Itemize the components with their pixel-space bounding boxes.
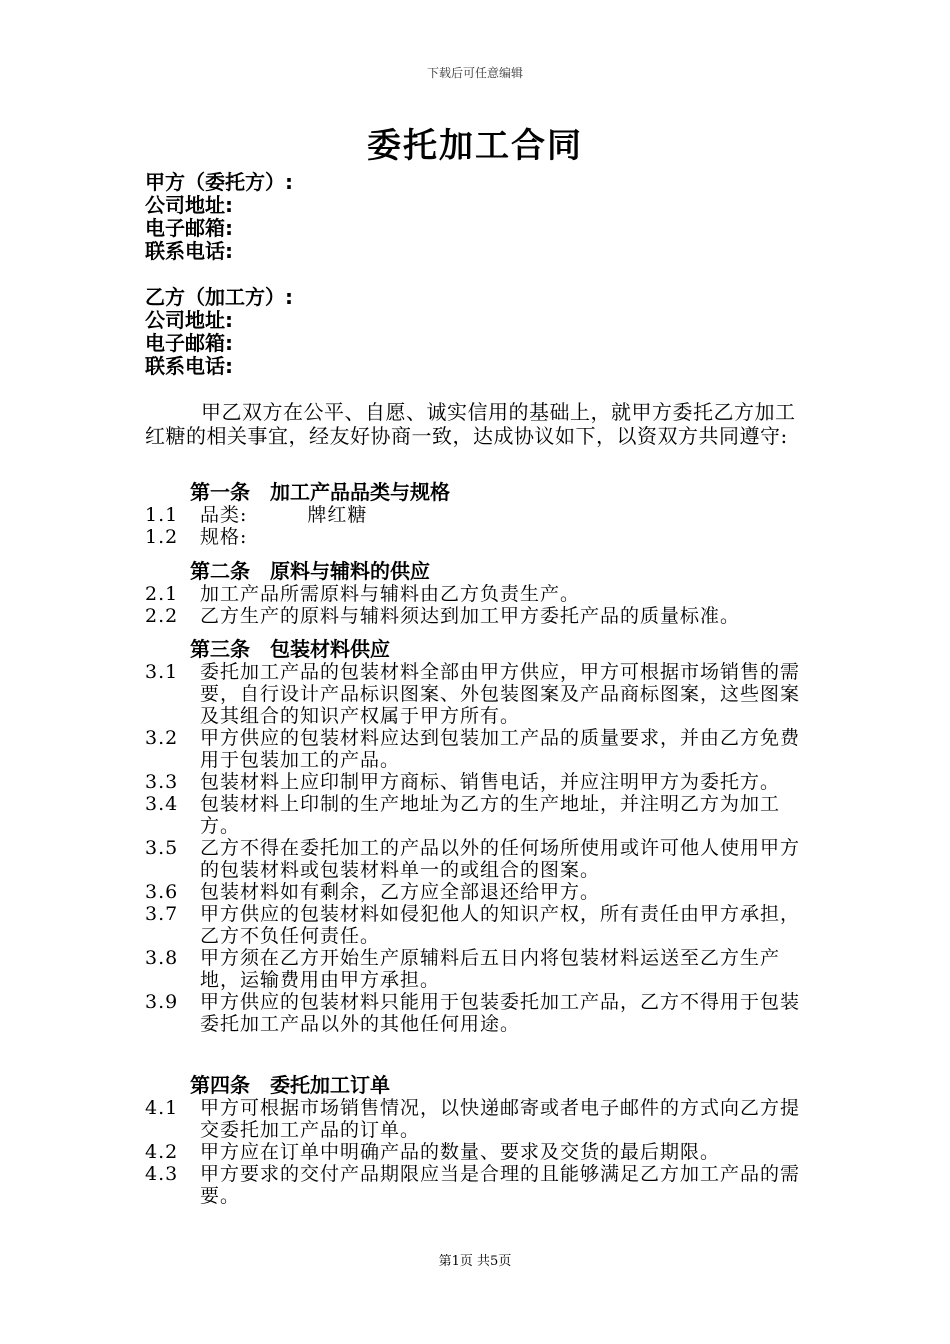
section-2 bbox=[145, 559, 815, 627]
clause-item bbox=[145, 605, 815, 627]
section-4 bbox=[145, 1073, 815, 1207]
clause-number: 2.2 bbox=[145, 605, 179, 627]
clause-item bbox=[145, 1163, 815, 1207]
party-b-email: 电子邮箱: bbox=[145, 331, 233, 355]
clause-text: 品类: 牌红糖 bbox=[200, 504, 368, 526]
clause-text: 乙方生产的原料与辅料须达到加工甲方委托产品的质量标准。 bbox=[200, 605, 741, 627]
section-title: 第三条 包装材料供应 bbox=[190, 637, 390, 661]
party-b-address: 公司地址: bbox=[145, 308, 233, 332]
party-a-phone: 联系电话: bbox=[145, 239, 233, 263]
party-b-phone: 联系电话: bbox=[145, 354, 233, 378]
clause-number: 3.4 bbox=[145, 793, 179, 815]
clause-number: 3.3 bbox=[145, 771, 179, 793]
party-b-name: 乙方（加工方）: bbox=[145, 285, 293, 309]
clause-text: 委托加工产品的包装材料全部由甲方供应，甲方可根据市场销售的需要，自行设计产品标识图案、外包装图案及产品商标图案，这些图案及其组合的知识产权属于甲方所有。 bbox=[200, 661, 801, 727]
clause-item bbox=[145, 727, 815, 771]
clause-number: 3.5 bbox=[145, 837, 179, 859]
clause-item bbox=[145, 881, 815, 903]
clause-text: 甲方要求的交付产品期限应当是合理的且能够满足乙方加工产品的需要。 bbox=[200, 1163, 801, 1207]
party-a-email: 电子邮箱: bbox=[145, 216, 233, 240]
clause-text: 甲方须在乙方开始生产原辅料后五日内将包装材料运送至乙方生产地，运输费用由甲方承担。 bbox=[200, 947, 781, 991]
clause-item bbox=[145, 1097, 815, 1141]
clause-item bbox=[145, 991, 815, 1035]
clause-text: 规格: bbox=[200, 526, 248, 548]
clause-number: 3.7 bbox=[145, 903, 179, 925]
clause-number: 1.2 bbox=[145, 526, 179, 548]
clause-item bbox=[145, 1141, 815, 1163]
clause-text: 包装材料上应印制甲方商标、销售电话，并应注明甲方为委托方。 bbox=[200, 771, 781, 793]
clause-item bbox=[145, 793, 815, 837]
clause-number: 4.1 bbox=[145, 1097, 179, 1119]
clause-text: 乙方不得在委托加工的产品以外的任何场所使用或许可他人使用甲方的包装材料或包装材料单一的或组合的图案。 bbox=[200, 837, 801, 881]
clause-text: 甲方供应的包装材料只能用于包装委托加工产品，乙方不得用于包装委托加工产品以外的其他任何用途。 bbox=[200, 991, 801, 1035]
party-a-block bbox=[145, 171, 293, 263]
clause-number: 3.1 bbox=[145, 661, 179, 683]
page-footer: 第1页 共5页 bbox=[438, 1254, 512, 1269]
clause-item bbox=[145, 947, 815, 991]
clause-number: 3.2 bbox=[145, 727, 179, 749]
clause-item bbox=[145, 583, 815, 605]
clause-number: 3.8 bbox=[145, 947, 179, 969]
section-1 bbox=[145, 480, 815, 548]
clause-number: 2.1 bbox=[145, 583, 179, 605]
section-title: 第二条 原料与辅料的供应 bbox=[190, 559, 430, 583]
clause-item bbox=[145, 504, 815, 526]
clause-text: 包装材料上印制的生产地址为乙方的生产地址，并注明乙方为加工方。 bbox=[200, 793, 781, 837]
clause-number: 4.2 bbox=[145, 1141, 179, 1163]
party-b-block bbox=[145, 286, 293, 378]
section-title: 第四条 委托加工订单 bbox=[190, 1073, 390, 1097]
clause-number: 3.9 bbox=[145, 991, 179, 1013]
clause-text: 甲方应在订单中明确产品的数量、要求及交货的最后期限。 bbox=[200, 1141, 721, 1163]
section-title: 第一条 加工产品品类与规格 bbox=[190, 480, 450, 504]
intro-text: 甲乙双方在公平、自愿、诚实信用的基础上，就甲方委托乙方加工红糖的相关事宜，经友好协商一致，达成协议如下，以资双方共同遵守: bbox=[145, 400, 796, 448]
party-a-name: 甲方（委托方）: bbox=[145, 170, 293, 194]
clause-text: 甲方供应的包装材料如侵犯他人的知识产权，所有责任由甲方承担，乙方不负任何责任。 bbox=[200, 903, 801, 947]
intro-paragraph bbox=[145, 400, 805, 448]
clause-text: 包装材料如有剩余，乙方应全部退还给甲方。 bbox=[200, 881, 601, 903]
clause-item bbox=[145, 771, 815, 793]
clause-text: 甲方可根据市场销售情况，以快递邮寄或者电子邮件的方式向乙方提交委托加工产品的订单。 bbox=[200, 1097, 801, 1141]
clause-number: 1.1 bbox=[145, 504, 179, 526]
clause-number: 3.6 bbox=[145, 881, 179, 903]
clause-number: 4.3 bbox=[145, 1163, 179, 1185]
clause-text: 加工产品所需原料与辅料由乙方负责生产。 bbox=[200, 583, 581, 605]
section-3 bbox=[145, 637, 815, 1035]
party-a-address: 公司地址: bbox=[145, 193, 233, 217]
clause-item bbox=[145, 837, 815, 881]
page-header: 下载后可任意编辑 bbox=[426, 66, 523, 80]
document-title: 委托加工合同 bbox=[367, 126, 583, 166]
clause-item bbox=[145, 661, 815, 727]
clause-text: 甲方供应的包装材料应达到包装加工产品的质量要求，并由乙方免费用于包装加工的产品。 bbox=[200, 727, 801, 771]
clause-item bbox=[145, 526, 815, 548]
clause-item bbox=[145, 903, 815, 947]
